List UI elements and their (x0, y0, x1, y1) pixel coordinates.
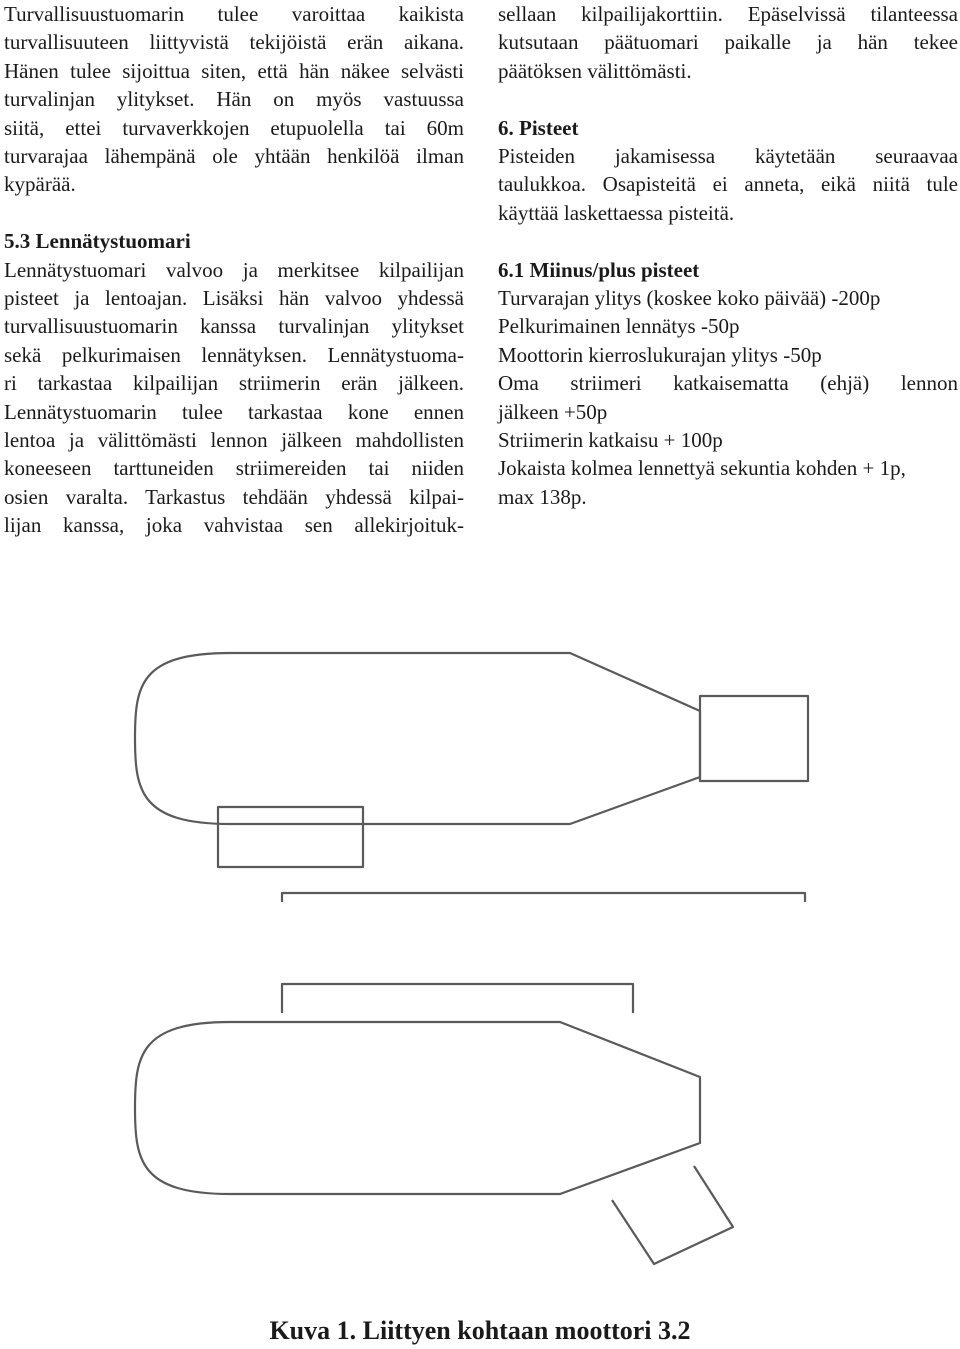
text-line: Pisteiden jakamisessa käytetään seuraavaa (498, 144, 958, 169)
list-item: jälkeen +50p (498, 399, 608, 424)
text-line: osien varalta. Tarkastus tehdään yhdessä kilpai- (4, 484, 464, 509)
text-line: lijan kanssa, joka vahvistaa sen allekirjoituk- (4, 513, 464, 538)
list-item: Jokaista kolmea lennettyä sekuntia kohden + 1p, (498, 456, 906, 481)
text-line: turvarajaa lähempänä ole yhtään henkilöä ilman (4, 144, 464, 169)
section-heading-6-1: 6.1 Miinus/plus pisteet (498, 257, 700, 282)
text-line: siitä, ettei turvaverkkojen etupuolella tai 60m (4, 115, 464, 140)
list-item: max 138p. (498, 484, 587, 509)
text-line: käyttää laskettaessa pisteitä. (498, 200, 735, 225)
text-line: Turvallisuustuomarin tulee varoittaa kaikista (4, 2, 464, 26)
text-line: Lennätystuomari valvoo ja merkitsee kilpailijan (4, 257, 464, 282)
text-line: Hänen tulee sijoittua siten, että hän näkee selvästi (4, 58, 464, 83)
text-line: ri tarkastaa kilpailijan striimerin erän jälkeen. (4, 371, 464, 396)
text-line: päätöksen välittömästi. (498, 58, 692, 83)
rocket-body-bottom (135, 1022, 700, 1194)
rocket-body-top (135, 653, 700, 824)
nozzle-top (700, 696, 808, 781)
paragraph-continuation (498, 0, 958, 85)
list-item: Oma striimeri katkaisematta (ehjä) lennon (498, 371, 958, 396)
left-column (4, 0, 464, 540)
text-line: lentoa ja välittömästi lennon jälkeen mahdollisten (4, 428, 464, 453)
text-line: koneeseen tarttuneiden striimereiden tai niiden (4, 456, 464, 481)
text-line: turvallisuustuomarin kanssa turvalinjan ylitykset (4, 314, 464, 339)
text-line: turvalinjan ylitykset. Hän on myös vastuussa (4, 87, 464, 112)
section-heading-5-3: 5.3 Lennätystuomari (4, 229, 191, 254)
text-line: pisteet ja lentoajan. Lisäksi hän valvoo yhdessä (4, 286, 464, 311)
section-heading-6: 6. Pisteet (498, 115, 579, 140)
text-line: Lennätystuomarin tulee tarkastaa kone ennen (4, 399, 464, 424)
text-line: kutsutaan päätuomari paikalle ja hän tekee (498, 30, 958, 55)
text-line: sekä pelkurimaisen lennätyksen. Lennätystuoma- (4, 342, 464, 367)
text-line: turvallisuuteen liittyvistä tekijöistä erän aikana. (4, 30, 464, 55)
points-list (498, 284, 958, 511)
list-item: Moottorin kierroslukurajan ylitys -50p (498, 342, 822, 367)
text-line: taulukkoa. Osapisteitä ei anneta, eikä niitä tule (498, 172, 958, 197)
list-item: Striimerin katkaisu + 100p (498, 428, 723, 453)
nozzle-bottom-tilted (612, 1166, 733, 1264)
list-item: Turvarajan ylitys (koskee koko päivää) -200p (498, 286, 881, 311)
paragraph-safety-judge (4, 0, 464, 199)
measurement-bracket-1 (282, 893, 805, 902)
paragraph-flight-judge (4, 256, 464, 540)
paragraph-points (498, 142, 958, 227)
figure-caption: Kuva 1. Liittyen kohtaan moottori 3.2 (269, 1316, 691, 1345)
engine-diagram (80, 600, 880, 1300)
text-line: sellaan kilpailijakorttiin. Epäselvissä tilanteessa (498, 2, 958, 26)
measurement-bracket-2 (282, 984, 633, 1013)
list-item: Pelkurimainen lennätys -50p (498, 314, 740, 339)
engine-block-top (218, 807, 363, 867)
right-column (498, 0, 958, 511)
text-line: kypärää. (4, 172, 76, 197)
